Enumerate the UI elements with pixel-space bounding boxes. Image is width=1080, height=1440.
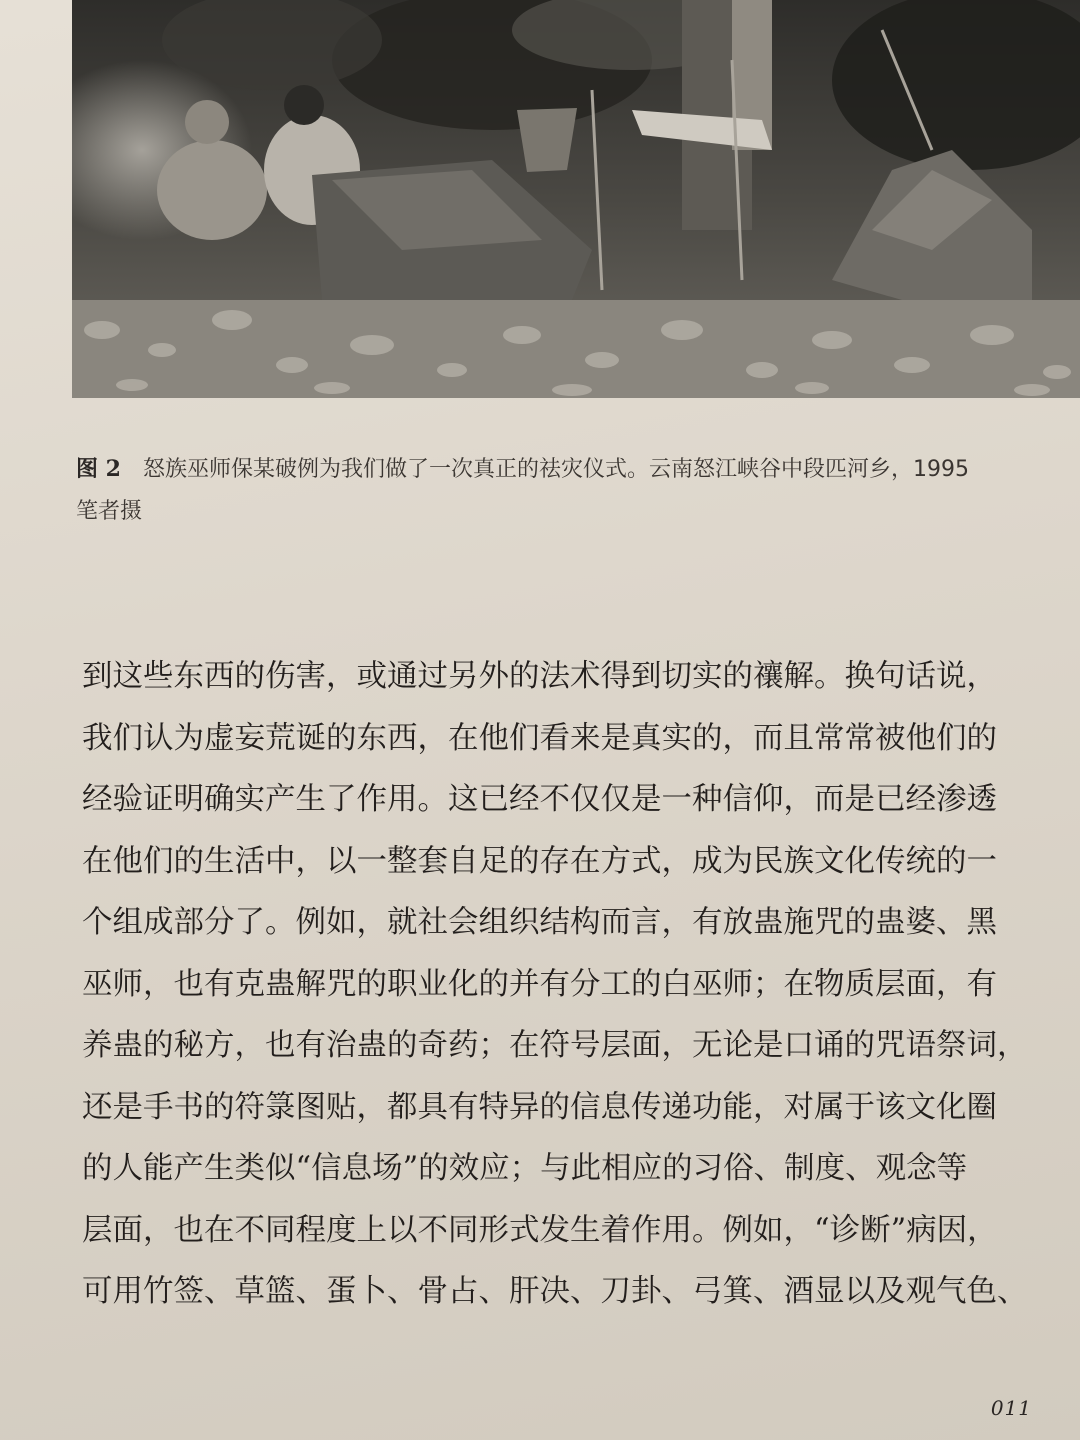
caption-line-1 — [76, 448, 1080, 491]
text-line: 我们认为虚妄荒诞的东西，在他们看来是真实的，而且常常被他们的 — [82, 720, 997, 756]
text-line: 巫师，也有克蛊解咒的职业化的并有分工的白巫师；在物质层面，有 — [82, 966, 997, 1002]
photo-illustration — [72, 0, 1080, 398]
text-line: 层面，也在不同程度上以不同形式发生着作用。例如，“诊断”病因， — [82, 1212, 998, 1248]
figure-label: 图 2 — [76, 456, 121, 482]
text-line: 的人能产生类似“信息场”的效应；与此相应的习俗、制度、观念等 — [82, 1151, 968, 1186]
text-line: 在他们的生活中，以一整套自足的存在方式，成为民族文化传统的一 — [82, 843, 997, 879]
text-line: 养蛊的秘方，也有治蛊的奇药；在符号层面，无论是口诵的咒语祭词， — [82, 1028, 1028, 1063]
page-number: 011 — [990, 1396, 1032, 1420]
text-line: 个组成部分了。例如，就社会组织结构而言，有放蛊施咒的蛊婆、黑 — [82, 905, 997, 940]
caption-text: 怒族巫师保某破例为我们做了一次真正的祛灾仪式。云南怒江峡谷中段匹河乡，1995 — [142, 457, 969, 482]
text-line: 可用竹签、草篮、蛋卜、骨占、肝决、刀卦、弓箕、酒显以及观气色、 — [82, 1274, 1028, 1309]
caption-credit: 笔者摄 — [76, 499, 143, 524]
text-line: 经验证明确实产生了作用。这已经不仅仅是一种信仰，而是已经渗透 — [82, 782, 997, 817]
figure-caption — [76, 448, 1080, 533]
body-text — [82, 646, 1062, 1323]
text-line: 还是手书的符箓图贴，都具有特异的信息传递功能，对属于该文化圈 — [82, 1089, 997, 1125]
text-line: 到这些东西的伤害，或通过另外的法术得到切实的禳解。换句话说， — [82, 659, 997, 694]
figure-photo — [72, 0, 1080, 398]
